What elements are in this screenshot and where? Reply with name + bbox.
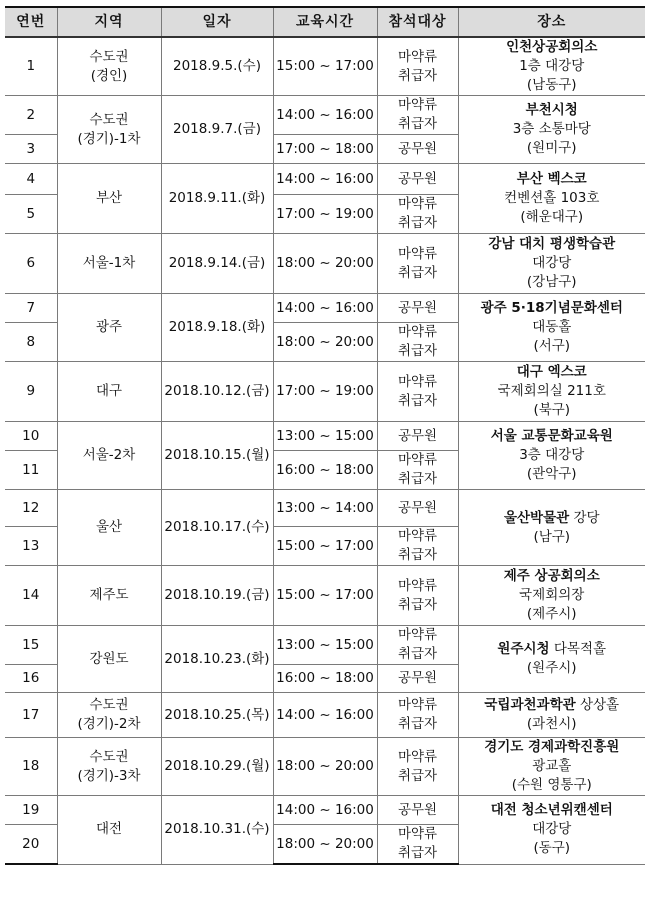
line: 수도권 xyxy=(89,48,129,65)
region-cell xyxy=(57,422,161,490)
venue-line xyxy=(461,659,644,678)
line: 수도권 xyxy=(89,111,129,128)
table-row xyxy=(5,96,645,135)
row-number: 6 xyxy=(5,234,57,294)
venue-line xyxy=(461,820,644,839)
venue-detail: 광교홀 xyxy=(532,758,572,774)
line: 공무원 xyxy=(397,427,438,444)
venue-line xyxy=(461,382,644,401)
target-cell xyxy=(377,96,458,135)
row-number: 2 xyxy=(5,96,57,135)
venue-line xyxy=(461,465,644,484)
target-cell xyxy=(377,135,458,164)
venue-room: 상상홀 xyxy=(575,697,620,713)
line: (경기)-2차 xyxy=(77,716,141,732)
date-cell: 2018.10.25.(목) xyxy=(161,693,273,738)
date-cell: 2018.10.29.(월) xyxy=(161,738,273,796)
target-cell xyxy=(377,451,458,490)
row-number: 20 xyxy=(5,825,57,865)
venue-cell xyxy=(458,422,645,490)
target-cell xyxy=(377,362,458,422)
region-cell xyxy=(57,796,161,865)
target-cell xyxy=(377,422,458,451)
venue-room: 다목적홀 xyxy=(549,641,607,657)
line: 제주도 xyxy=(89,587,129,603)
region-cell xyxy=(57,37,161,96)
line: (경기)-3차 xyxy=(77,767,141,784)
time-cell: 13:00 ~ 15:00 xyxy=(273,626,377,665)
region-cell xyxy=(57,294,161,362)
header-time: 교육시간 xyxy=(273,7,377,37)
date-cell: 2018.10.23.(화) xyxy=(161,626,273,693)
target-cell xyxy=(377,626,458,665)
venue-detail: (서구) xyxy=(533,338,571,354)
line: 서울-1차 xyxy=(82,255,136,271)
line: 공무원 xyxy=(397,140,438,157)
venue-detail: 1층 대강당 xyxy=(519,58,585,74)
row-number: 19 xyxy=(5,796,57,825)
line: 공무원 xyxy=(397,499,438,516)
line: 마약류 xyxy=(397,452,438,468)
row-number: 13 xyxy=(5,527,57,566)
venue-detail: (원주시) xyxy=(526,660,577,676)
venue-line xyxy=(461,299,644,318)
line: 서울-2차 xyxy=(82,447,136,463)
target-cell xyxy=(377,796,458,825)
venue-detail: (관악구) xyxy=(526,466,577,482)
line: 광주 xyxy=(95,319,123,335)
line: 취급자 xyxy=(397,845,438,861)
venue-line xyxy=(461,640,644,659)
row-number: 17 xyxy=(5,693,57,738)
time-cell: 14:00 ~ 16:00 xyxy=(273,164,377,195)
target-cell xyxy=(377,738,458,796)
venue-line xyxy=(461,715,644,734)
venue-detail: (해운대구) xyxy=(520,209,584,225)
venue-name: 대전 청소년위캔센터 xyxy=(490,802,613,819)
row-number: 1 xyxy=(5,37,57,96)
header-target: 참석대상 xyxy=(377,7,458,37)
row-number: 5 xyxy=(5,195,57,234)
venue-name: 인천상공회의소 xyxy=(506,39,598,55)
table-row xyxy=(5,164,645,195)
venue-line xyxy=(461,605,644,624)
date-cell: 2018.10.19.(금) xyxy=(161,566,273,626)
row-number: 18 xyxy=(5,738,57,796)
venue-line xyxy=(461,38,644,57)
venue-cell xyxy=(458,693,645,738)
venue-detail: 국제회의실 211호 xyxy=(497,383,606,399)
region-cell xyxy=(57,693,161,738)
line: 마약류 xyxy=(397,196,438,212)
time-cell: 16:00 ~ 18:00 xyxy=(273,665,377,693)
region-cell xyxy=(57,738,161,796)
time-cell: 16:00 ~ 18:00 xyxy=(273,451,377,490)
venue-cell xyxy=(458,37,645,96)
row-number: 8 xyxy=(5,323,57,362)
line: 대전 xyxy=(95,821,123,838)
venue-name: 제주 상공회의소 xyxy=(503,568,600,584)
venue-detail: 3층 대강당 xyxy=(519,447,585,463)
table-row xyxy=(5,422,645,451)
venue-name: 대구 엑스코 xyxy=(516,364,587,380)
venue-line xyxy=(461,208,644,227)
line: 부산 xyxy=(95,190,123,206)
table-row xyxy=(5,234,645,294)
row-number: 3 xyxy=(5,135,57,164)
line: 마약류 xyxy=(397,48,438,65)
region-cell xyxy=(57,566,161,626)
time-cell: 14:00 ~ 16:00 xyxy=(273,796,377,825)
venue-line xyxy=(461,57,644,76)
venue-line xyxy=(461,757,644,776)
venue-line xyxy=(461,170,644,189)
line: 울산 xyxy=(95,519,123,535)
line: 취급자 xyxy=(397,471,438,487)
date-cell: 2018.10.15.(월) xyxy=(161,422,273,490)
time-cell: 18:00 ~ 20:00 xyxy=(273,234,377,294)
venue-detail: (남구) xyxy=(533,528,571,545)
date-cell: 2018.9.5.(수) xyxy=(161,37,273,96)
venue-detail: (강남구) xyxy=(526,274,577,290)
line: 마약류 xyxy=(397,373,438,390)
venue-detail: (제주시) xyxy=(526,606,577,622)
venue-detail: 대동홀 xyxy=(532,319,572,335)
table-row xyxy=(5,362,645,422)
venue-line xyxy=(461,446,644,465)
venue-room: 강당 xyxy=(569,509,600,526)
line: 취급자 xyxy=(397,596,438,613)
time-cell: 14:00 ~ 16:00 xyxy=(273,294,377,323)
line: 취급자 xyxy=(397,646,438,662)
region-cell xyxy=(57,234,161,294)
date-cell: 2018.10.31.(수) xyxy=(161,796,273,865)
time-cell: 14:00 ~ 16:00 xyxy=(273,96,377,135)
date-cell: 2018.10.17.(수) xyxy=(161,490,273,566)
venue-line xyxy=(461,696,644,715)
time-cell: 15:00 ~ 17:00 xyxy=(273,527,377,566)
venue-cell xyxy=(458,490,645,566)
venue-detail: 컨벤션홀 103호 xyxy=(504,190,600,206)
venue-line xyxy=(461,120,644,139)
venue-detail: 대강당 xyxy=(532,255,572,271)
line: (경인) xyxy=(90,67,128,84)
line: 취급자 xyxy=(397,67,438,84)
table-row xyxy=(5,693,645,738)
venue-name: 원주시청 xyxy=(497,641,550,657)
venue-line xyxy=(461,318,644,337)
line: 마약류 xyxy=(397,577,438,594)
target-cell xyxy=(377,825,458,865)
line: 마약류 xyxy=(397,97,438,113)
row-number: 10 xyxy=(5,422,57,451)
line: (경기)-1차 xyxy=(77,130,141,147)
region-cell xyxy=(57,164,161,234)
target-cell xyxy=(377,323,458,362)
row-number: 15 xyxy=(5,626,57,665)
venue-name: 부산 벡스코 xyxy=(516,171,587,187)
header-venue: 장소 xyxy=(458,7,645,37)
line: 취급자 xyxy=(397,716,438,732)
venue-line xyxy=(461,401,644,420)
time-cell: 17:00 ~ 19:00 xyxy=(273,362,377,422)
venue-line xyxy=(461,801,644,820)
time-cell: 15:00 ~ 17:00 xyxy=(273,566,377,626)
venue-cell xyxy=(458,96,645,164)
line: 수도권 xyxy=(89,748,129,765)
row-number: 4 xyxy=(5,164,57,195)
target-cell xyxy=(377,693,458,738)
venue-line xyxy=(461,776,644,795)
venue-name: 부천시청 xyxy=(525,102,578,118)
venue-line xyxy=(461,101,644,120)
venue-name: 서울 교통문화교육원 xyxy=(490,428,613,444)
venue-detail: (원미구) xyxy=(526,140,577,156)
table-row xyxy=(5,566,645,626)
venue-cell xyxy=(458,738,645,796)
venue-detail: (남동구) xyxy=(526,77,577,93)
date-cell: 2018.9.18.(화) xyxy=(161,294,273,362)
venue-cell xyxy=(458,234,645,294)
target-cell xyxy=(377,195,458,234)
venue-line xyxy=(461,273,644,292)
venue-line xyxy=(461,139,644,158)
line: 마약류 xyxy=(397,748,438,765)
header-no: 연번 xyxy=(5,7,57,37)
venue-line xyxy=(461,363,644,382)
line: 마약류 xyxy=(397,697,438,713)
header-region: 지역 xyxy=(57,7,161,37)
target-cell xyxy=(377,566,458,626)
target-cell xyxy=(377,294,458,323)
venue-line xyxy=(461,738,644,757)
region-cell xyxy=(57,490,161,566)
time-cell: 18:00 ~ 20:00 xyxy=(273,825,377,865)
line: 마약류 xyxy=(397,627,438,643)
region-cell xyxy=(57,96,161,164)
venue-name: 강남 대치 평생학습관 xyxy=(488,236,616,252)
venue-name: 경기도 경제과학진흥원 xyxy=(484,739,620,755)
date-cell: 2018.9.7.(금) xyxy=(161,96,273,164)
venue-line xyxy=(461,254,644,273)
row-number: 12 xyxy=(5,490,57,527)
date-cell: 2018.9.11.(화) xyxy=(161,164,273,234)
line: 마약류 xyxy=(397,324,438,340)
line: 공무원 xyxy=(397,170,438,187)
table-row xyxy=(5,37,645,96)
time-cell: 17:00 ~ 19:00 xyxy=(273,195,377,234)
time-cell: 17:00 ~ 18:00 xyxy=(273,135,377,164)
table-row xyxy=(5,738,645,796)
line: 공무원 xyxy=(397,801,438,818)
target-cell xyxy=(377,234,458,294)
venue-line xyxy=(461,839,644,858)
row-number: 16 xyxy=(5,665,57,693)
venue-detail: 국제회의장 xyxy=(519,587,585,603)
time-cell: 18:00 ~ 20:00 xyxy=(273,738,377,796)
line: 공무원 xyxy=(397,670,438,686)
row-number: 14 xyxy=(5,566,57,626)
venue-cell xyxy=(458,626,645,693)
venue-line xyxy=(461,235,644,254)
venue-name: 국립과천과학관 xyxy=(484,697,576,713)
line: 마약류 xyxy=(397,826,438,842)
venue-name: 울산박물관 xyxy=(503,509,570,526)
target-cell xyxy=(377,37,458,96)
header-row xyxy=(5,7,645,37)
venue-detail: (과천시) xyxy=(526,716,577,732)
target-cell xyxy=(377,490,458,527)
venue-line xyxy=(461,528,644,547)
time-cell: 15:00 ~ 17:00 xyxy=(273,37,377,96)
region-cell xyxy=(57,626,161,693)
time-cell: 14:00 ~ 16:00 xyxy=(273,693,377,738)
venue-cell xyxy=(458,294,645,362)
line: 대구 xyxy=(95,383,123,399)
table-row xyxy=(5,294,645,323)
venue-line xyxy=(461,509,644,528)
line: 취급자 xyxy=(397,116,438,132)
region-cell xyxy=(57,362,161,422)
time-cell: 13:00 ~ 15:00 xyxy=(273,422,377,451)
line: 취급자 xyxy=(397,215,438,231)
row-number: 9 xyxy=(5,362,57,422)
venue-line xyxy=(461,586,644,605)
line: 강원도 xyxy=(89,650,129,667)
line: 취급자 xyxy=(397,547,438,563)
venue-detail: (동구) xyxy=(533,840,571,857)
table-row xyxy=(5,626,645,665)
venue-cell xyxy=(458,796,645,865)
time-cell: 18:00 ~ 20:00 xyxy=(273,323,377,362)
date-cell: 2018.9.14.(금) xyxy=(161,234,273,294)
target-cell xyxy=(377,527,458,566)
venue-cell xyxy=(458,164,645,234)
header-date: 일자 xyxy=(161,7,273,37)
table-row xyxy=(5,796,645,825)
venue-line xyxy=(461,427,644,446)
date-cell: 2018.10.12.(금) xyxy=(161,362,273,422)
table-row xyxy=(5,490,645,527)
education-schedule-table xyxy=(5,6,645,865)
row-number: 7 xyxy=(5,294,57,323)
venue-detail: (북구) xyxy=(533,402,571,418)
line: 공무원 xyxy=(397,299,438,316)
venue-line xyxy=(461,337,644,356)
line: 수도권 xyxy=(89,697,129,713)
time-cell: 13:00 ~ 14:00 xyxy=(273,490,377,527)
venue-detail: 대강당 xyxy=(532,821,572,838)
line: 취급자 xyxy=(397,767,438,784)
target-cell xyxy=(377,665,458,693)
row-number: 11 xyxy=(5,451,57,490)
venue-cell xyxy=(458,362,645,422)
line: 마약류 xyxy=(397,245,438,262)
target-cell xyxy=(377,164,458,195)
venue-cell xyxy=(458,566,645,626)
line: 취급자 xyxy=(397,264,438,281)
venue-detail: (수원 영통구) xyxy=(511,777,592,793)
line: 마약류 xyxy=(397,528,438,544)
line: 취급자 xyxy=(397,392,438,409)
venue-name: 광주 5·18기념문화센터 xyxy=(480,300,623,316)
line: 취급자 xyxy=(397,343,438,359)
venue-line xyxy=(461,76,644,95)
venue-line xyxy=(461,567,644,586)
venue-line xyxy=(461,189,644,208)
venue-detail: 3층 소통마당 xyxy=(512,121,591,137)
